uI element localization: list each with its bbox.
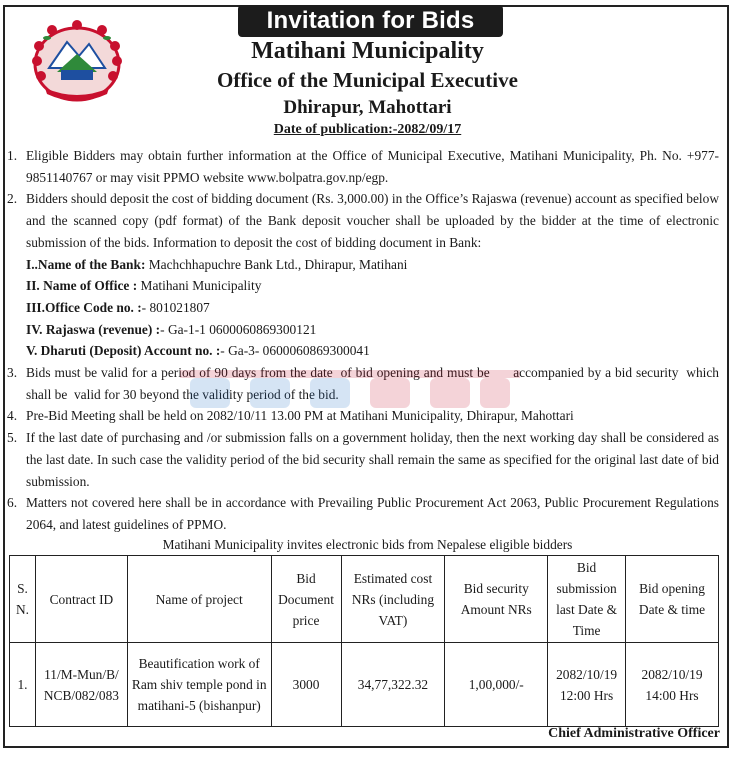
header-estimated-cost: Estimated cost NRs (including VAT) (341, 556, 445, 643)
header-document-price: Bid Document price (271, 556, 341, 643)
cell-sn: 1. (10, 643, 36, 727)
cell-submission-date: 2082/10/19 12:00 Hrs (548, 643, 626, 727)
bids-table (9, 555, 719, 727)
organization-name: Matihani Municipality (251, 38, 484, 64)
notice-banner: Invitation for Bids (238, 5, 503, 37)
header-bid-security: Bid security Amount NRs (445, 556, 548, 643)
office-name-line: II. Name of Office : Matihani Municipality (26, 278, 262, 294)
header-contract-id: Contract ID (35, 556, 127, 643)
notice-items (7, 145, 723, 536)
cell-contract-id: 11/M-Mun/B/ NCB/082/083 (35, 643, 127, 727)
header-sn: S. N. (10, 556, 36, 643)
signoff-title: Chief Administrative Officer (548, 726, 720, 741)
list-item: 6. Matters not covered here shall be in accordance with Prevailing Public Procurement Act 2063, Public Procurement Regulations 2064, and latest guidelines of PPMO. (7, 495, 719, 532)
invites-line: Matihani Municipality invites electronic bids from Nepalese eligible bidders (162, 537, 573, 552)
header-submission-date: Bid submission last Date & Time (548, 556, 626, 643)
bank-name-line: I..Name of the Bank: Machchhapuchre Bank Ltd., Dhirapur, Matihani (26, 256, 408, 272)
cell-project-name: Beautification work of Ram shiv temple pond in matihani-5 (bishanpur) (127, 643, 271, 727)
office-name: Office of the Municipal Executive (217, 68, 518, 92)
table-header-row (10, 556, 719, 643)
list-item: 5. If the last date of purchasing and /or submission falls on a government holiday, then the next working day shall be considered as the last date. In such case the validity period of the bid security shall remain the same as specified for the original last date of bid submission. (7, 430, 719, 489)
cell-opening-date: 2082/10/19 14:00 Hrs (626, 643, 719, 727)
cell-estimated-cost: 34,77,322.32 (341, 643, 445, 727)
publication-date: Date of publication:-2082/09/17 (273, 122, 462, 137)
cell-bid-security: 1,00,000/- (445, 643, 548, 727)
header-opening-date: Bid opening Date & time (626, 556, 719, 643)
list-item: 2. Bidders should deposit the cost of bidding document (Rs. 3,000.00) in the Office’s Rajaswa (revenue) account as specified below and the scanned copy (pdf format) of the Bank deposit voucher shall be uploaded by the bidder at the time of electronic submission of the bids. Information to deposit the cost of bidding document in Bank: (7, 191, 719, 250)
list-item: 3. Bids must be valid for a period of 90 days from the date of bid opening and must be accompanied by a bid security which shall be valid for 30 beyond the validity period of the bid. (7, 365, 723, 402)
office-location: Dhirapur, Mahottari (283, 97, 452, 118)
cell-document-price: 3000 (271, 643, 341, 727)
table-row (10, 643, 719, 727)
deposit-account-line: V. Dharuti (Deposit) Account no. :- Ga-3- 0600060869300041 (26, 343, 370, 359)
list-item: 4. Pre-Bid Meeting shall be held on 2082/10/11 13.00 PM at Matihani Municipality, Dhirapur, Mahottari (7, 408, 574, 424)
header-project-name: Name of project (127, 556, 271, 643)
list-item: 1. Eligible Bidders may obtain further information at the Office of Municipal Executive, Matihani Municipality, Ph. No. +977-9851140767 or may visit PPMO website www.bolpatra.gov.np/egp. (7, 148, 719, 185)
office-code-line: III.Office Code no. :- 801021807 (26, 299, 210, 315)
revenue-account-line: IV. Rajaswa (revenue) :- Ga-1-1 0600060869300121 (26, 321, 317, 337)
